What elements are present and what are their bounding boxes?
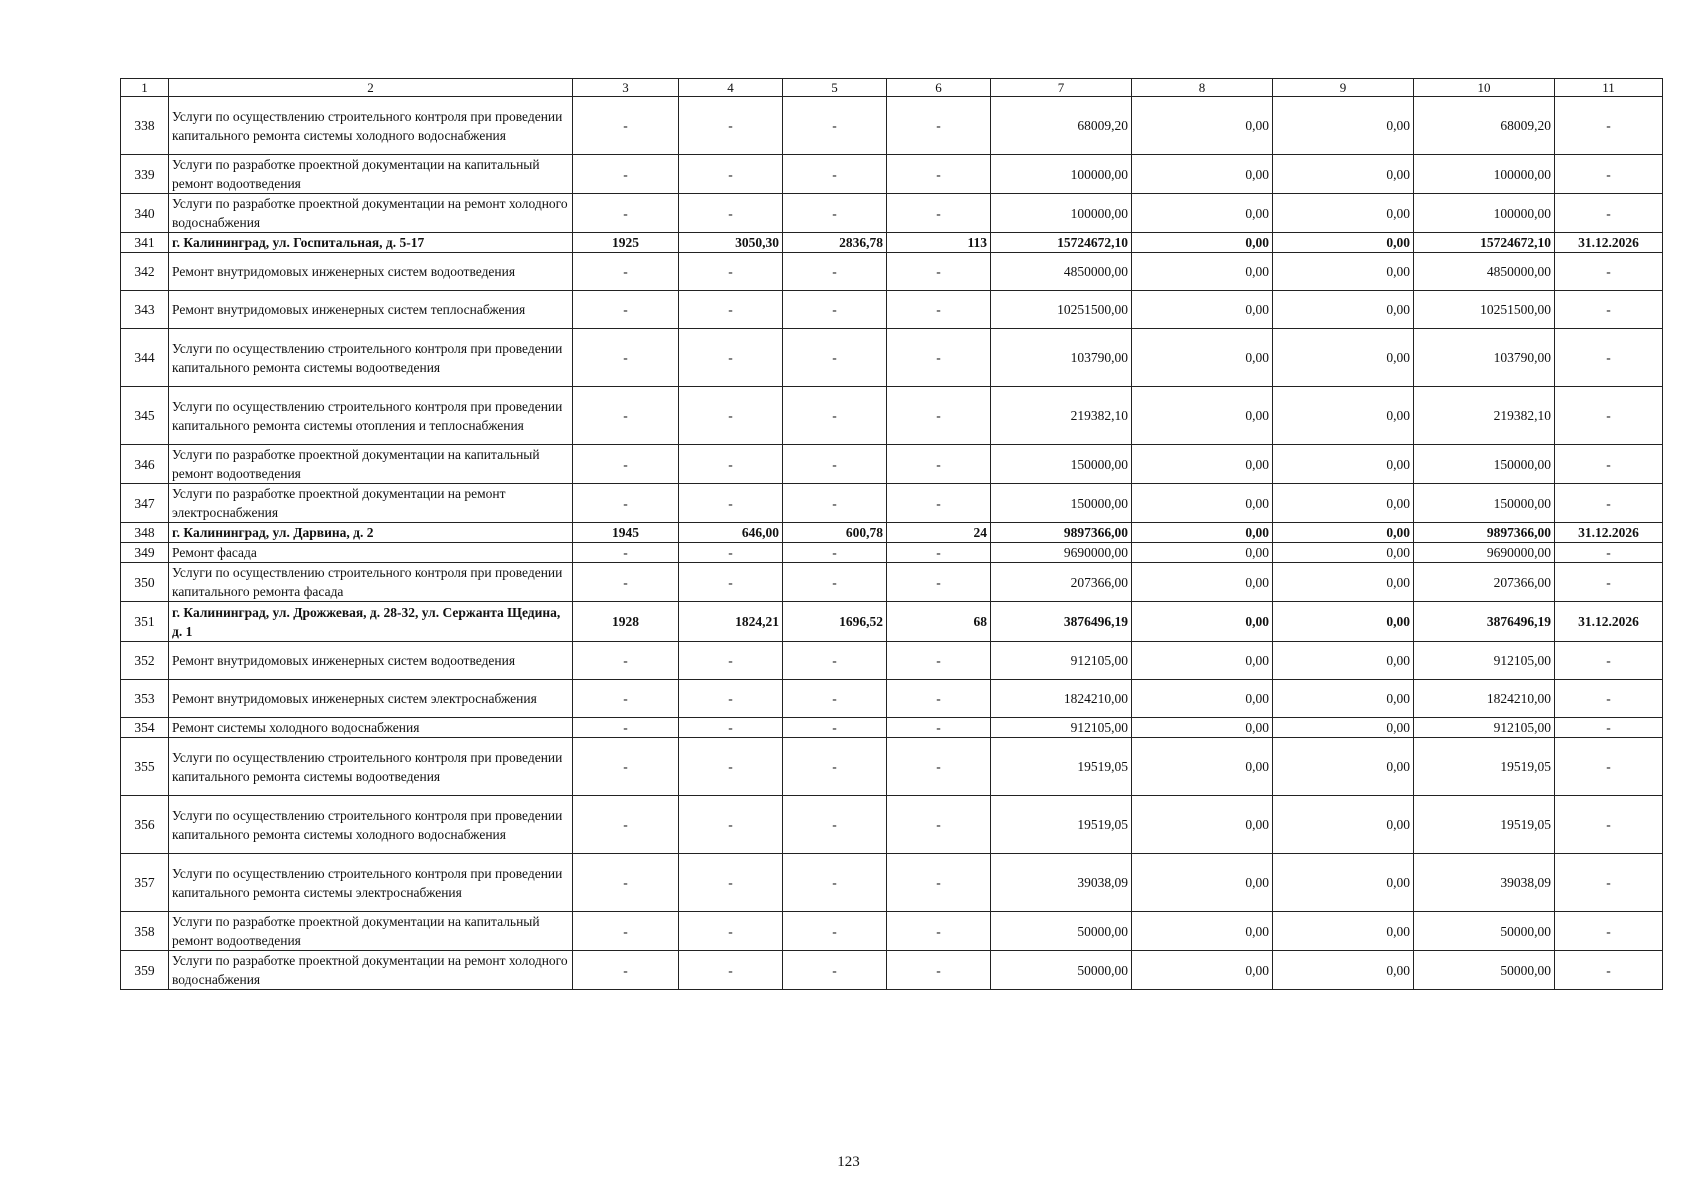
work-item-row xyxy=(121,484,1663,523)
work-item-row xyxy=(121,738,1663,796)
year-built-cell: - xyxy=(573,155,679,194)
work-description-cell: г. Калининград, ул. Дрожжевая, д. 28-32, ул. Сержанта Щедина, д. 1 xyxy=(169,602,573,642)
row-number-cell: 354 xyxy=(121,718,169,738)
cost-col-9-cell: 0,00 xyxy=(1273,291,1414,329)
cost-col-10-cell: 100000,00 xyxy=(1414,194,1555,233)
residents-count-cell: - xyxy=(887,97,991,155)
total-area-cell: - xyxy=(679,912,783,951)
completion-date-cell: - xyxy=(1555,329,1663,387)
row-number-cell: 357 xyxy=(121,854,169,912)
cost-col-8-cell: 0,00 xyxy=(1132,680,1273,718)
row-number-cell: 358 xyxy=(121,912,169,951)
cost-col-8-cell: 0,00 xyxy=(1132,523,1273,543)
row-number-cell: 359 xyxy=(121,951,169,990)
total-area-cell: - xyxy=(679,796,783,854)
completion-date-cell: - xyxy=(1555,796,1663,854)
completion-date-cell: 31.12.2026 xyxy=(1555,602,1663,642)
cost-col-8-cell: 0,00 xyxy=(1132,253,1273,291)
residential-area-cell: 1696,52 xyxy=(783,602,887,642)
year-built-cell: - xyxy=(573,796,679,854)
cost-col-8-cell: 0,00 xyxy=(1132,602,1273,642)
residential-area-cell: - xyxy=(783,854,887,912)
completion-date-cell: - xyxy=(1555,253,1663,291)
total-area-cell: - xyxy=(679,97,783,155)
row-number-cell: 346 xyxy=(121,445,169,484)
completion-date-cell: - xyxy=(1555,194,1663,233)
cost-col-9-cell: 0,00 xyxy=(1273,563,1414,602)
cost-col-10-cell: 9690000,00 xyxy=(1414,543,1555,563)
residential-area-cell: - xyxy=(783,563,887,602)
total-cost-cell: 68009,20 xyxy=(991,97,1132,155)
residential-area-cell: - xyxy=(783,642,887,680)
cost-col-10-cell: 219382,10 xyxy=(1414,387,1555,445)
cost-col-8-cell: 0,00 xyxy=(1132,445,1273,484)
cost-col-10-cell: 1824210,00 xyxy=(1414,680,1555,718)
cost-col-9-cell: 0,00 xyxy=(1273,642,1414,680)
residents-count-cell: - xyxy=(887,445,991,484)
total-area-cell: - xyxy=(679,329,783,387)
year-built-cell: - xyxy=(573,563,679,602)
residential-area-cell: - xyxy=(783,796,887,854)
total-area-cell: - xyxy=(679,738,783,796)
cost-col-9-cell: 0,00 xyxy=(1273,680,1414,718)
total-area-cell: - xyxy=(679,854,783,912)
cost-col-10-cell: 50000,00 xyxy=(1414,951,1555,990)
cost-col-8-cell: 0,00 xyxy=(1132,912,1273,951)
total-area-cell: - xyxy=(679,291,783,329)
year-built-cell: - xyxy=(573,253,679,291)
row-number-cell: 348 xyxy=(121,523,169,543)
work-description-cell: Услуги по осуществлению строительного контроля при проведении капитального ремонта системы отопления и теплоснабжения xyxy=(169,387,573,445)
total-area-cell: - xyxy=(679,718,783,738)
cost-col-10-cell: 19519,05 xyxy=(1414,738,1555,796)
residential-area-cell: - xyxy=(783,329,887,387)
year-built-cell: - xyxy=(573,194,679,233)
residents-count-cell: - xyxy=(887,253,991,291)
work-item-row xyxy=(121,680,1663,718)
column-number: 11 xyxy=(1555,79,1663,97)
total-cost-cell: 103790,00 xyxy=(991,329,1132,387)
year-built-cell: - xyxy=(573,387,679,445)
year-built-cell: 1945 xyxy=(573,523,679,543)
cost-col-9-cell: 0,00 xyxy=(1273,253,1414,291)
cost-col-10-cell: 207366,00 xyxy=(1414,563,1555,602)
cost-col-10-cell: 68009,20 xyxy=(1414,97,1555,155)
total-cost-cell: 100000,00 xyxy=(991,194,1132,233)
residential-area-cell: - xyxy=(783,484,887,523)
column-number: 7 xyxy=(991,79,1132,97)
year-built-cell: - xyxy=(573,854,679,912)
residential-area-cell: - xyxy=(783,912,887,951)
completion-date-cell: 31.12.2026 xyxy=(1555,233,1663,253)
completion-date-cell: - xyxy=(1555,912,1663,951)
completion-date-cell: - xyxy=(1555,738,1663,796)
residents-count-cell: - xyxy=(887,543,991,563)
residential-area-cell: - xyxy=(783,253,887,291)
cost-col-8-cell: 0,00 xyxy=(1132,97,1273,155)
total-area-cell: - xyxy=(679,680,783,718)
total-cost-cell: 50000,00 xyxy=(991,912,1132,951)
total-area-cell: - xyxy=(679,484,783,523)
work-item-row xyxy=(121,445,1663,484)
row-number-cell: 344 xyxy=(121,329,169,387)
work-description-cell: г. Калининград, ул. Дарвина, д. 2 xyxy=(169,523,573,543)
work-description-cell: Услуги по разработке проектной документации на капитальный ремонт водоотведения xyxy=(169,912,573,951)
work-item-row xyxy=(121,912,1663,951)
total-cost-cell: 207366,00 xyxy=(991,563,1132,602)
total-cost-cell: 19519,05 xyxy=(991,738,1132,796)
cost-col-8-cell: 0,00 xyxy=(1132,387,1273,445)
total-area-cell: - xyxy=(679,543,783,563)
cost-col-10-cell: 10251500,00 xyxy=(1414,291,1555,329)
column-number: 10 xyxy=(1414,79,1555,97)
cost-col-10-cell: 912105,00 xyxy=(1414,642,1555,680)
year-built-cell: - xyxy=(573,680,679,718)
address-row xyxy=(121,523,1663,543)
row-number-cell: 351 xyxy=(121,602,169,642)
residential-area-cell: - xyxy=(783,738,887,796)
residents-count-cell: - xyxy=(887,563,991,602)
column-number: 5 xyxy=(783,79,887,97)
work-item-row xyxy=(121,387,1663,445)
total-cost-cell: 1824210,00 xyxy=(991,680,1132,718)
cost-col-8-cell: 0,00 xyxy=(1132,484,1273,523)
residents-count-cell: - xyxy=(887,738,991,796)
work-item-row xyxy=(121,97,1663,155)
cost-col-9-cell: 0,00 xyxy=(1273,445,1414,484)
year-built-cell: - xyxy=(573,543,679,563)
total-cost-cell: 100000,00 xyxy=(991,155,1132,194)
completion-date-cell: - xyxy=(1555,642,1663,680)
residents-count-cell: - xyxy=(887,291,991,329)
residents-count-cell: 24 xyxy=(887,523,991,543)
total-cost-cell: 50000,00 xyxy=(991,951,1132,990)
total-cost-cell: 912105,00 xyxy=(991,642,1132,680)
work-description-cell: Услуги по разработке проектной документации на капитальный ремонт водоотведения xyxy=(169,155,573,194)
cost-col-10-cell: 3876496,19 xyxy=(1414,602,1555,642)
work-item-row xyxy=(121,642,1663,680)
work-description-cell: Ремонт внутридомовых инженерных систем водоотведения xyxy=(169,642,573,680)
residential-area-cell: - xyxy=(783,445,887,484)
work-description-cell: Услуги по осуществлению строительного контроля при проведении капитального ремонта системы электроснабжения xyxy=(169,854,573,912)
repair-program-table xyxy=(120,78,1663,990)
cost-col-10-cell: 912105,00 xyxy=(1414,718,1555,738)
cost-col-9-cell: 0,00 xyxy=(1273,233,1414,253)
cost-col-9-cell: 0,00 xyxy=(1273,543,1414,563)
total-area-cell: - xyxy=(679,642,783,680)
cost-col-9-cell: 0,00 xyxy=(1273,194,1414,233)
total-area-cell: 3050,30 xyxy=(679,233,783,253)
residents-count-cell: - xyxy=(887,642,991,680)
cost-col-8-cell: 0,00 xyxy=(1132,642,1273,680)
total-cost-cell: 10251500,00 xyxy=(991,291,1132,329)
work-description-cell: Услуги по осуществлению строительного контроля при проведении капитального ремонта системы водоотведения xyxy=(169,738,573,796)
year-built-cell: - xyxy=(573,951,679,990)
column-number: 6 xyxy=(887,79,991,97)
work-item-row xyxy=(121,291,1663,329)
work-description-cell: Ремонт фасада xyxy=(169,543,573,563)
cost-col-9-cell: 0,00 xyxy=(1273,523,1414,543)
total-area-cell: - xyxy=(679,194,783,233)
cost-col-8-cell: 0,00 xyxy=(1132,718,1273,738)
work-item-row xyxy=(121,543,1663,563)
residential-area-cell: - xyxy=(783,951,887,990)
residential-area-cell: 2836,78 xyxy=(783,233,887,253)
cost-col-8-cell: 0,00 xyxy=(1132,854,1273,912)
completion-date-cell: - xyxy=(1555,718,1663,738)
year-built-cell: - xyxy=(573,291,679,329)
year-built-cell: - xyxy=(573,912,679,951)
cost-col-10-cell: 9897366,00 xyxy=(1414,523,1555,543)
residents-count-cell: - xyxy=(887,387,991,445)
work-description-cell: Услуги по осуществлению строительного контроля при проведении капитального ремонта системы холодного водоснабжения xyxy=(169,97,573,155)
residents-count-cell: - xyxy=(887,155,991,194)
cost-col-8-cell: 0,00 xyxy=(1132,543,1273,563)
residents-count-cell: - xyxy=(887,329,991,387)
column-number: 8 xyxy=(1132,79,1273,97)
work-description-cell: Услуги по разработке проектной документации на ремонт холодного водоснабжения xyxy=(169,194,573,233)
completion-date-cell: 31.12.2026 xyxy=(1555,523,1663,543)
cost-col-8-cell: 0,00 xyxy=(1132,233,1273,253)
page-number: 123 xyxy=(837,1154,860,1170)
year-built-cell: 1928 xyxy=(573,602,679,642)
work-description-cell: Ремонт внутридомовых инженерных систем теплоснабжения xyxy=(169,291,573,329)
cost-col-9-cell: 0,00 xyxy=(1273,329,1414,387)
column-number: 1 xyxy=(121,79,169,97)
total-area-cell: - xyxy=(679,445,783,484)
column-number: 3 xyxy=(573,79,679,97)
residents-count-cell: - xyxy=(887,194,991,233)
cost-col-9-cell: 0,00 xyxy=(1273,484,1414,523)
work-item-row xyxy=(121,718,1663,738)
residential-area-cell: - xyxy=(783,194,887,233)
residential-area-cell: - xyxy=(783,680,887,718)
total-area-cell: - xyxy=(679,563,783,602)
year-built-cell: - xyxy=(573,97,679,155)
cost-col-9-cell: 0,00 xyxy=(1273,912,1414,951)
work-description-cell: Ремонт внутридомовых инженерных систем электроснабжения xyxy=(169,680,573,718)
work-description-cell: Услуги по разработке проектной документации на ремонт электроснабжения xyxy=(169,484,573,523)
residential-area-cell: - xyxy=(783,155,887,194)
residential-area-cell: - xyxy=(783,387,887,445)
year-built-cell: - xyxy=(573,484,679,523)
work-item-row xyxy=(121,194,1663,233)
column-number: 4 xyxy=(679,79,783,97)
year-built-cell: - xyxy=(573,329,679,387)
work-item-row xyxy=(121,563,1663,602)
row-number-cell: 347 xyxy=(121,484,169,523)
total-cost-cell: 150000,00 xyxy=(991,445,1132,484)
work-description-cell: Ремонт внутридомовых инженерных систем водоотведения xyxy=(169,253,573,291)
total-cost-cell: 219382,10 xyxy=(991,387,1132,445)
residents-count-cell: - xyxy=(887,484,991,523)
total-cost-cell: 9690000,00 xyxy=(991,543,1132,563)
cost-col-8-cell: 0,00 xyxy=(1132,951,1273,990)
cost-col-10-cell: 15724672,10 xyxy=(1414,233,1555,253)
work-item-row xyxy=(121,796,1663,854)
cost-col-8-cell: 0,00 xyxy=(1132,329,1273,387)
row-number-cell: 343 xyxy=(121,291,169,329)
residents-count-cell: - xyxy=(887,718,991,738)
row-number-cell: 353 xyxy=(121,680,169,718)
work-description-cell: Услуги по осуществлению строительного контроля при проведении капитального ремонта системы холодного водоснабжения xyxy=(169,796,573,854)
total-cost-cell: 912105,00 xyxy=(991,718,1132,738)
work-item-row xyxy=(121,854,1663,912)
row-number-cell: 350 xyxy=(121,563,169,602)
total-area-cell: - xyxy=(679,155,783,194)
work-description-cell: Услуги по осуществлению строительного контроля при проведении капитального ремонта системы водоотведения xyxy=(169,329,573,387)
completion-date-cell: - xyxy=(1555,543,1663,563)
cost-col-8-cell: 0,00 xyxy=(1132,155,1273,194)
cost-col-9-cell: 0,00 xyxy=(1273,738,1414,796)
cost-col-8-cell: 0,00 xyxy=(1132,738,1273,796)
completion-date-cell: - xyxy=(1555,680,1663,718)
completion-date-cell: - xyxy=(1555,951,1663,990)
work-description-cell: Услуги по осуществлению строительного контроля при проведении капитального ремонта фасада xyxy=(169,563,573,602)
cost-col-9-cell: 0,00 xyxy=(1273,387,1414,445)
residents-count-cell: - xyxy=(887,680,991,718)
cost-col-9-cell: 0,00 xyxy=(1273,602,1414,642)
cost-col-10-cell: 100000,00 xyxy=(1414,155,1555,194)
total-cost-cell: 39038,09 xyxy=(991,854,1132,912)
cost-col-10-cell: 50000,00 xyxy=(1414,912,1555,951)
cost-col-8-cell: 0,00 xyxy=(1132,194,1273,233)
residential-area-cell: - xyxy=(783,97,887,155)
residents-count-cell: 113 xyxy=(887,233,991,253)
column-number: 2 xyxy=(169,79,573,97)
residential-area-cell: - xyxy=(783,291,887,329)
completion-date-cell: - xyxy=(1555,854,1663,912)
completion-date-cell: - xyxy=(1555,97,1663,155)
total-cost-cell: 19519,05 xyxy=(991,796,1132,854)
row-number-cell: 352 xyxy=(121,642,169,680)
total-area-cell: - xyxy=(679,253,783,291)
register-sheet xyxy=(120,78,1662,990)
completion-date-cell: - xyxy=(1555,387,1663,445)
cost-col-9-cell: 0,00 xyxy=(1273,854,1414,912)
row-number-cell: 338 xyxy=(121,97,169,155)
residents-count-cell: - xyxy=(887,951,991,990)
residential-area-cell: - xyxy=(783,543,887,563)
cost-col-9-cell: 0,00 xyxy=(1273,97,1414,155)
row-number-cell: 345 xyxy=(121,387,169,445)
address-row xyxy=(121,602,1663,642)
row-number-cell: 340 xyxy=(121,194,169,233)
completion-date-cell: - xyxy=(1555,291,1663,329)
work-description-cell: г. Калининград, ул. Госпитальная, д. 5-17 xyxy=(169,233,573,253)
residential-area-cell: - xyxy=(783,718,887,738)
year-built-cell: - xyxy=(573,642,679,680)
cost-col-8-cell: 0,00 xyxy=(1132,563,1273,602)
residential-area-cell: 600,78 xyxy=(783,523,887,543)
total-area-cell: - xyxy=(679,951,783,990)
cost-col-10-cell: 19519,05 xyxy=(1414,796,1555,854)
total-cost-cell: 3876496,19 xyxy=(991,602,1132,642)
row-number-cell: 342 xyxy=(121,253,169,291)
residents-count-cell: - xyxy=(887,912,991,951)
total-cost-cell: 4850000,00 xyxy=(991,253,1132,291)
row-number-cell: 355 xyxy=(121,738,169,796)
residents-count-cell: 68 xyxy=(887,602,991,642)
cost-col-8-cell: 0,00 xyxy=(1132,796,1273,854)
work-description-cell: Услуги по разработке проектной документации на капитальный ремонт водоотведения xyxy=(169,445,573,484)
cost-col-10-cell: 39038,09 xyxy=(1414,854,1555,912)
cost-col-10-cell: 150000,00 xyxy=(1414,484,1555,523)
work-item-row xyxy=(121,329,1663,387)
completion-date-cell: - xyxy=(1555,155,1663,194)
year-built-cell: - xyxy=(573,738,679,796)
year-built-cell: - xyxy=(573,718,679,738)
year-built-cell: - xyxy=(573,445,679,484)
total-area-cell: - xyxy=(679,387,783,445)
cost-col-10-cell: 150000,00 xyxy=(1414,445,1555,484)
cost-col-9-cell: 0,00 xyxy=(1273,796,1414,854)
total-cost-cell: 15724672,10 xyxy=(991,233,1132,253)
cost-col-9-cell: 0,00 xyxy=(1273,951,1414,990)
total-cost-cell: 150000,00 xyxy=(991,484,1132,523)
column-number-row xyxy=(121,79,1663,97)
work-item-row xyxy=(121,253,1663,291)
completion-date-cell: - xyxy=(1555,445,1663,484)
total-area-cell: 646,00 xyxy=(679,523,783,543)
work-description-cell: Услуги по разработке проектной документации на ремонт холодного водоснабжения xyxy=(169,951,573,990)
cost-col-10-cell: 103790,00 xyxy=(1414,329,1555,387)
cost-col-9-cell: 0,00 xyxy=(1273,718,1414,738)
completion-date-cell: - xyxy=(1555,484,1663,523)
residents-count-cell: - xyxy=(887,854,991,912)
work-description-cell: Ремонт системы холодного водоснабжения xyxy=(169,718,573,738)
column-number: 9 xyxy=(1273,79,1414,97)
cost-col-8-cell: 0,00 xyxy=(1132,291,1273,329)
row-number-cell: 356 xyxy=(121,796,169,854)
row-number-cell: 349 xyxy=(121,543,169,563)
work-item-row xyxy=(121,951,1663,990)
work-item-row xyxy=(121,155,1663,194)
row-number-cell: 339 xyxy=(121,155,169,194)
total-area-cell: 1824,21 xyxy=(679,602,783,642)
row-number-cell: 341 xyxy=(121,233,169,253)
year-built-cell: 1925 xyxy=(573,233,679,253)
completion-date-cell: - xyxy=(1555,563,1663,602)
residents-count-cell: - xyxy=(887,796,991,854)
address-row xyxy=(121,233,1663,253)
cost-col-10-cell: 4850000,00 xyxy=(1414,253,1555,291)
total-cost-cell: 9897366,00 xyxy=(991,523,1132,543)
cost-col-9-cell: 0,00 xyxy=(1273,155,1414,194)
